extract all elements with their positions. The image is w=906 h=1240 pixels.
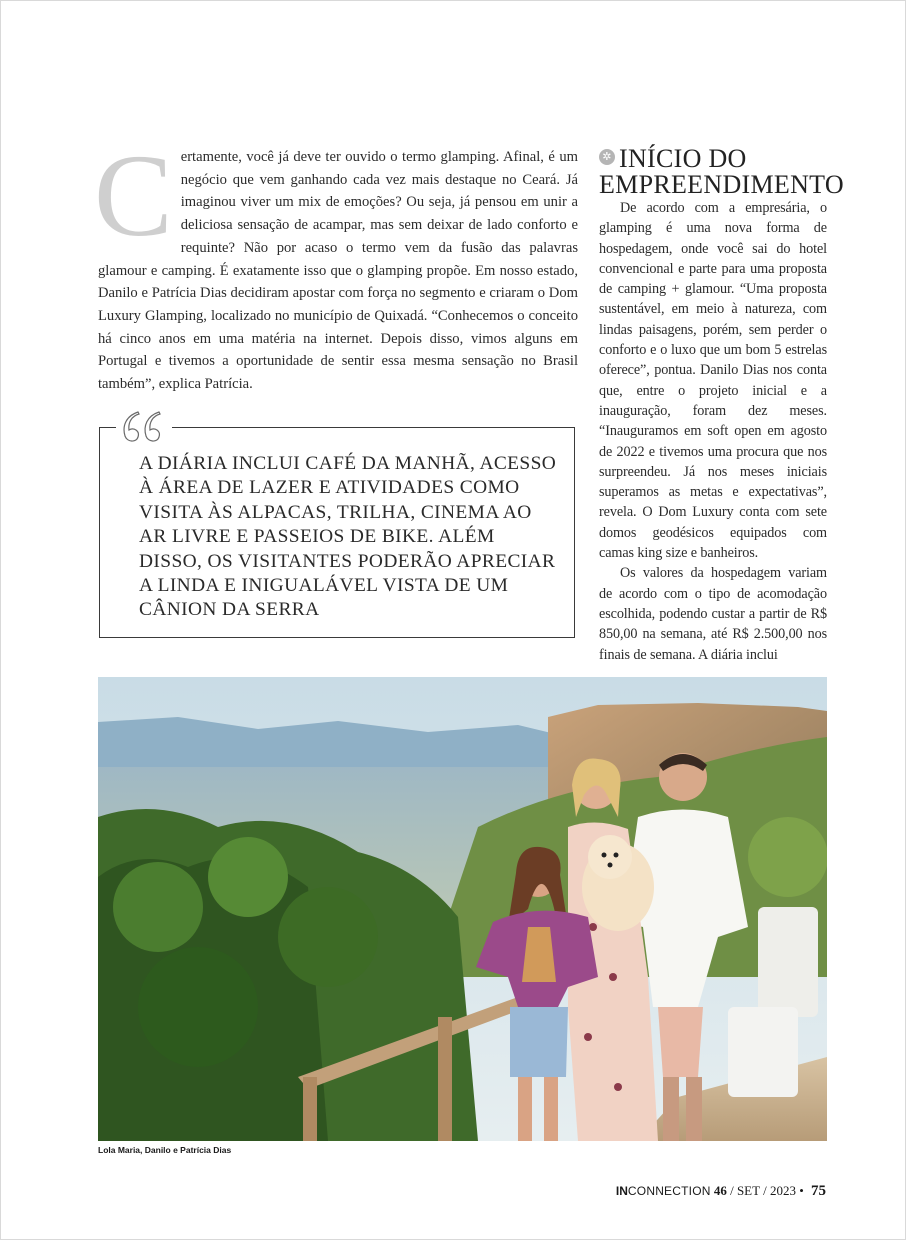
drop-cap: C (94, 130, 173, 261)
section-paragraph: Os valores da hospedagem variam de acordo com o tipo de acomodação escolhida, podendo custar a partir de R$ 850,00 na semana, até R$ 2.500,00 nos finais de semana. A diária inclui (599, 565, 827, 663)
pull-quote-text: A DIÁRIA INCLUI CAFÉ DA MANHÃ, ACESSO À ÁREA DE LAZER E ATIVIDADES COMO VISITA ÀS ALPACAS, TRILHA, CINEMA AO AR LIVRE E PASSEIOS DE BIKE. ALÉM DISSO, OS VISITANTES PODERÃO APRECIAR A LINDA E INIGUALÁVEL VISTA DE UM CÂNION DA SERRA (139, 453, 557, 621)
photo-caption: Lola Maria, Danilo e Patrícia Dias (98, 1145, 232, 1155)
family-photo (98, 677, 827, 1141)
section-heading (599, 144, 844, 199)
page-number: 75 (811, 1183, 826, 1199)
star-badge-icon: ✲ (599, 149, 615, 165)
section-paragraph: De acordo com a empresária, o glamping é uma nova forma de hospedagem, onde você sai do hotel convencional e parte para uma proposta de camping + glamour. “Uma proposta sustentável, em meio à natureza, com lindas paisagens, porém, sem perder o conforto e o luxo que um bom 5 estrelas oferece”, pontua. Danilo Dias nos conta que, entre o projeto inicial e a inauguração, foram dez meses. “Inauguramos em soft open em agosto de 2022 e tivemos uma procura que nos surpreendeu. Já nos meses iniciais superamos as metas e expectativas”, revela. O Dom Luxury conta com sete domos geodésicos equipados com camas king size e banheiros. (599, 200, 827, 562)
magazine-name: CONNECTION (627, 1184, 711, 1198)
intro-text-block (94, 130, 578, 396)
quote-icon (116, 400, 172, 450)
section-heading-text: INÍCIO DO EMPREENDIMENTO (599, 144, 844, 199)
intro-paragraph: ertamente, você já deve ter ouvido o termo glamping. Afinal, é um negócio que vem ganhando cada vez mais destaque no Ceará. Já imaginou viver um mix de emoções? Ou seja, já pensou em unir a deliciosa sensação de acampar, mas sem deixar de lado conforto e requinte? Não por acaso o termo vem da fusão das palavras glamour e camping. É exatamente isso que o glamping propõe. Em nosso estado, Danilo e Patrícia Dias decidiram apostar com força no segmento e criaram o Dom Luxury Glamping, localizado no município de Quixadá. “Conhecemos o conceito há cinco anos em uma matéria na internet. Depois disso, vimos alguns em Portugal e tivemos a oportunidade de sentir essa mesma sensação no Brasil também”, explica Patrícia. (98, 149, 578, 393)
section-body (599, 198, 827, 665)
issue-date: / SET / 2023 • (730, 1183, 804, 1198)
page-footer (616, 1183, 826, 1200)
magazine-prefix: IN (615, 1184, 628, 1198)
issue-number: 46 (713, 1183, 727, 1198)
